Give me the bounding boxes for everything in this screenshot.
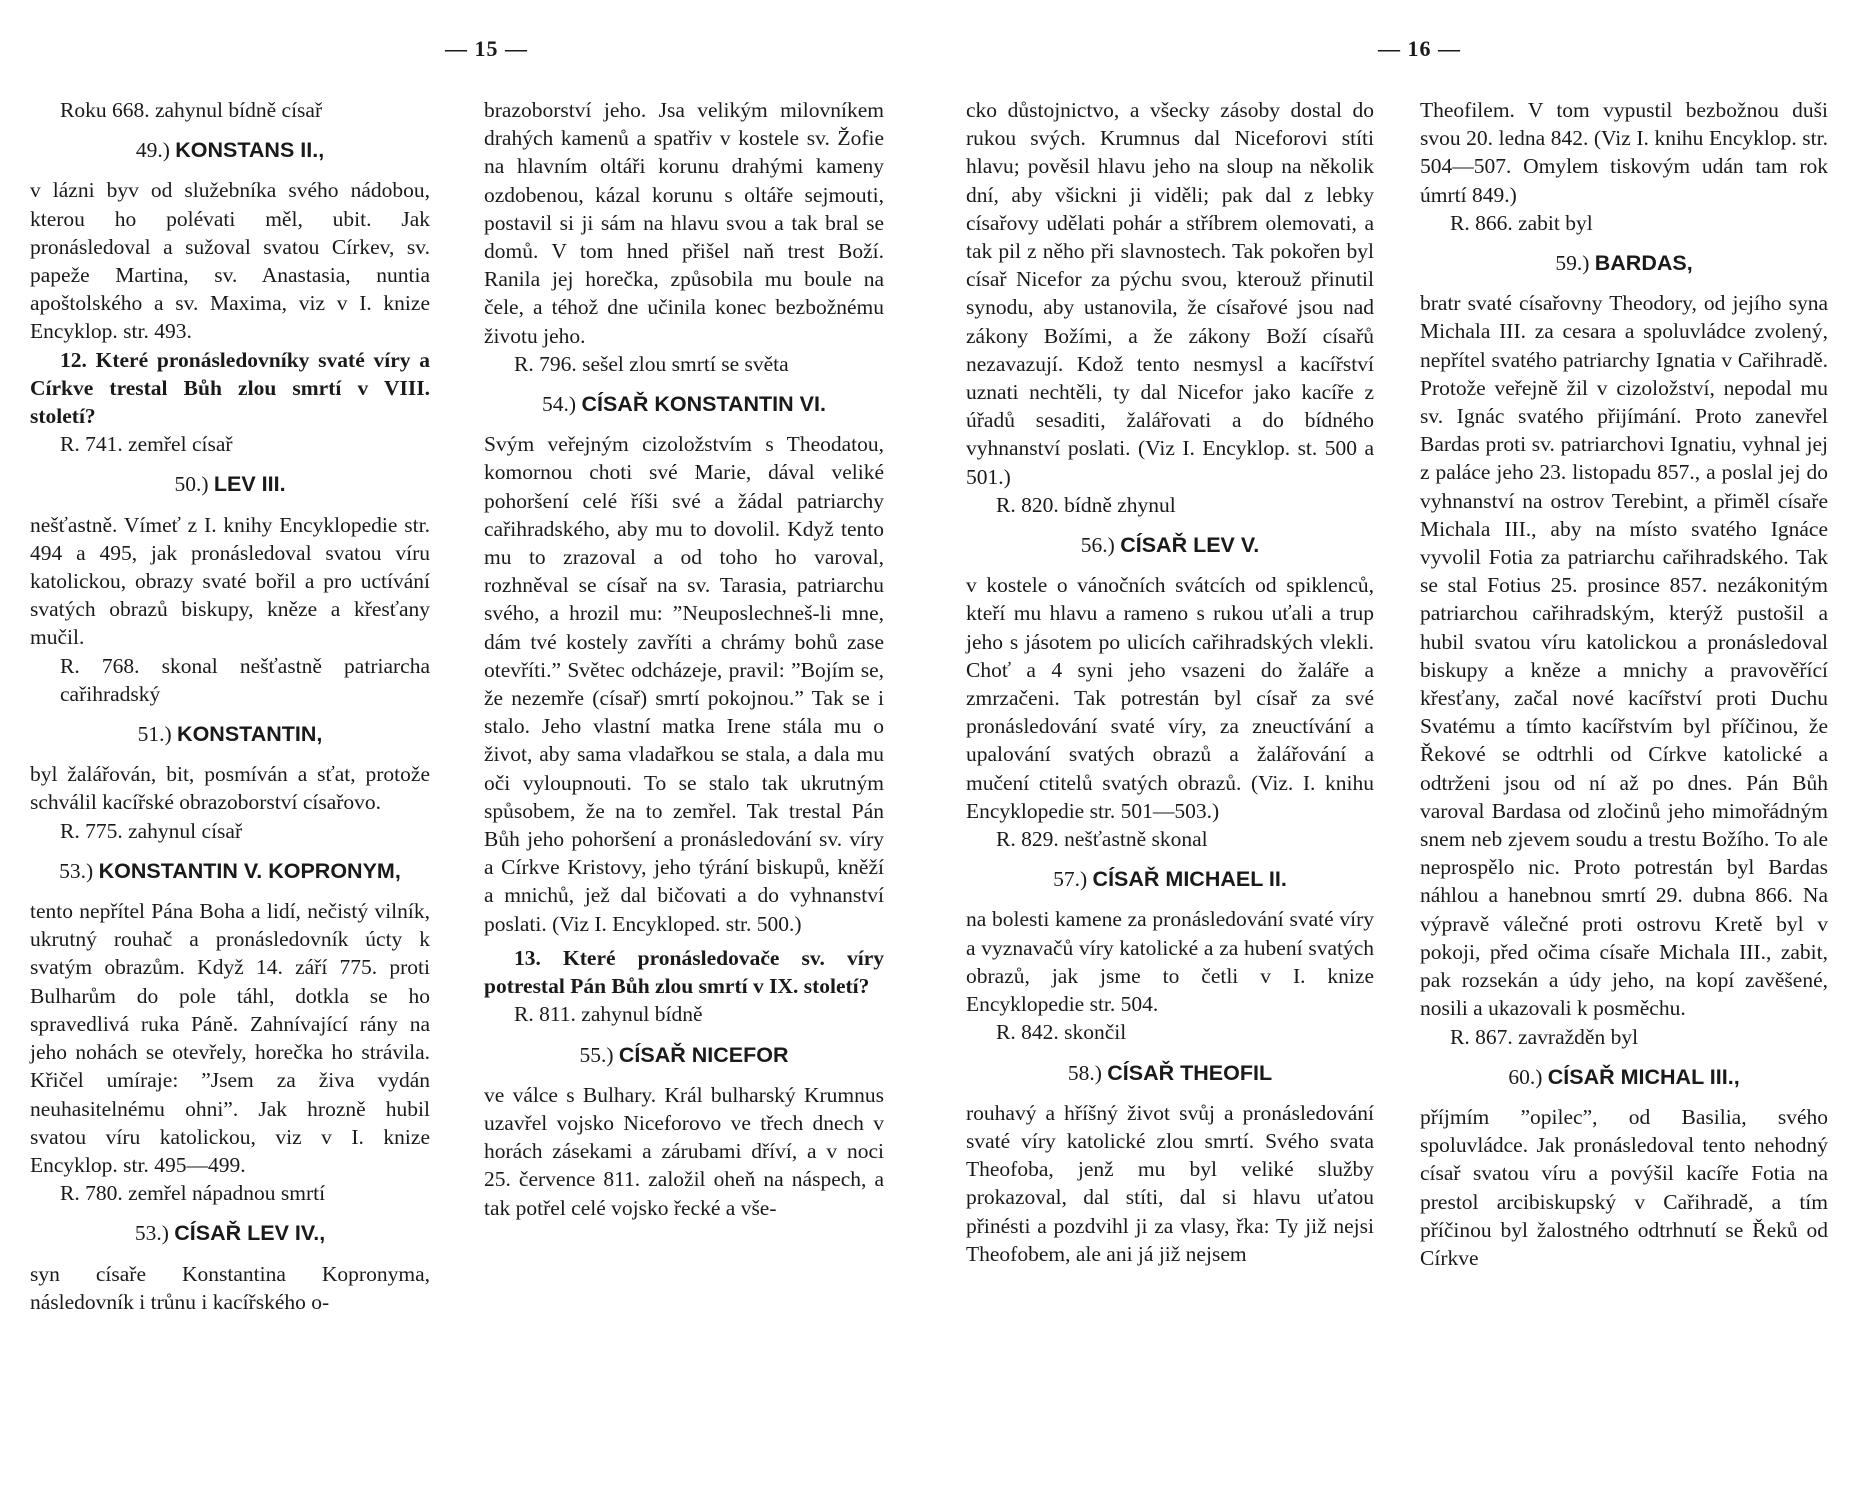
paragraph: nešťastně. Vímeť z I. knihy Encyklopedie str. 494 a 495, jak pronásledoval svatou víru katolickou, obrazy svaté bořil a pro uctívání svatých obrazů biskupy, kněze a křesťany mučil. xyxy=(30,512,430,650)
death-note: R. 842. skončil xyxy=(996,1020,1127,1045)
paragraph: v lázni byv od služebníka svého nádobou, kterou ho polévati měl, ubit. Jak pronásledoval a sužoval svatou Církev, sv. papeže Martina, sv. Anastasia, nuntia apoštolského a sv. Maxima, viz v I. knize Encyklop. str. 493. xyxy=(30,178,430,344)
paragraph: příjmím ”opilec”, od Basilia, svého spoluvládce. Jak pronásledoval tento nehodný císař svatou víru a povýšil kacíře Fotia na prestol arcibiskupský v Cařihradě, a tím příčinou byl žalostného odtrhnutí se Řeků od Církve xyxy=(1420,1104,1828,1270)
section-heading: 51.) KONSTANTIN, xyxy=(137,722,323,747)
column-1 xyxy=(30,96,430,1316)
paragraph: brazoborství jeho. Jsa velikým milovníkem drahých kamenů a spatřiv v kostele sv. Žofie na hlavním oltáři korunu drahými kameny ozdobenou, kázal korunu s oltáře sejmouti, postavil si ji sám na hlavu svou a tak bral se domů. V tom hned přišel naň trest Boží. Ranila jej horečka, způsobila mu boule na čele, a téhož dne učinila konec bezbožnému životu jeho. xyxy=(484,98,884,348)
section-heading: 55.) CÍSAŘ NICEFOR xyxy=(579,1042,789,1067)
section-heading: 57.) CÍSAŘ MICHAEL II. xyxy=(1053,867,1287,892)
death-note: R. 866. zabit byl xyxy=(1450,210,1593,235)
column-2 xyxy=(484,96,884,1222)
section-heading: 53.) CÍSAŘ LEV IV., xyxy=(134,1221,326,1246)
column-4 xyxy=(1420,96,1828,1272)
section-heading: 50.) LEV III. xyxy=(174,472,286,497)
death-note: R. 820. bídně zhynul xyxy=(996,492,1176,517)
paragraph: bratr svaté císařovny Theodory, od jejího syna Michala III. za cesara a spoluvládce zvolený, nepřítel svatého patriarchy Ignatia v Cařihradě. Protože veřejně žil v cizoložství, nepodal mu sv. Ignác svatého přijímání. Proto zanevřel Bardas proti sv. patriarchovi Ignatiu, vyhnal jej z paláce jeho 23. listopadu 857., a poslal jej do vyhnanství na ostrov Terebint, a přiměl císaře Michala III., aby na místo svatého Ignáce vyvolil Fotia za patriarchu cařihradského. Tak se stal Fotius 25. prosince 857. nezákonitým patriarchou cařihradským, kterýž pustošil a hubil svatou víru katolickou a pronásledoval biskupy a kněze a mnichy a pravověřící křesťany, začal nové kacířství proti Duchu Svatému a tímto kacířstvím byl příčinou, že Řekové se odtrhli od Církve katolické a odtrženi jsou od ní až po dnes. Pán Bůh varoval Bardasa od zločinů jeho mimořádným snem neb zjevem soudu a trestu Božího. To ale neprospělo nic. Proto potrestán byl Bardas náhlou a hanebnou smrtí 29. dubna 866. Na výpravě válečné proti ostrovu Kretě byl v pokoji, před očima císaře Michala III., zabit, pak rozsekán a údy jeho, na kopí zavěšené, nosili a ukazovali k posměchu. xyxy=(1420,291,1828,1021)
page-number-right: — 16 — xyxy=(1378,36,1461,61)
page-number-left: — 15 — xyxy=(445,36,528,61)
section-heading: 53.) KONSTANTIN V. KOPRONYM, xyxy=(59,858,401,883)
paragraph: Theofilem. V tom vypustil bezbožnou duši svou 20. ledna 842. (Viz I. knihu Encyklop. str. 504—507. Omylem tiskovým udán tam rok úmrtí 849.) xyxy=(1420,98,1828,207)
section-heading: 60.) CÍSAŘ MICHAL III., xyxy=(1508,1064,1740,1089)
section-heading: 49.) KONSTANS II., xyxy=(135,138,325,163)
question-heading: 12. Které pronásledovníky svaté víry a Církve trestal Bůh zlou smrtí v VIII. století? xyxy=(30,347,430,429)
death-note: R. 780. zemřel nápadnou smrtí xyxy=(60,1181,326,1206)
death-note: R. 867. zavražděn byl xyxy=(1450,1024,1639,1049)
death-note: R. 796. sešel zlou smrtí se světa xyxy=(514,351,789,376)
paragraph: syn císaře Konstantina Kopronyma, následovník i trůnu i kacířského o- xyxy=(30,1261,430,1314)
question-heading: 13. Které pronásledovače sv. víry potrestal Pán Bůh zlou smrtí v IX. století? xyxy=(484,945,884,999)
column-3 xyxy=(966,96,1374,1268)
paragraph: rouhavý a hříšný život svůj a pronásledování svaté víry katolické zlou smrtí. Svého svata Theofoba, jenž mu byl veliké služby prokazoval, dal stíti, dal si hlavu uťatou přinésti a pozdvihl ji za vlasy, řka: Ty již nejsi Theofobem, ale ani já již nejsem xyxy=(966,1100,1374,1266)
death-note: R. 811. zahynul bídně xyxy=(514,1002,703,1027)
paragraph: Svým veřejným cizoložstvím s Theodatou, komornou choti své Marie, dával veliké pohoršení celé říši své a žádal patriarchy cařihradského, aby mu to dovolil. Když tento mu to zrazoval a od toho ho varoval, rozhněval se císař na sv. Tarasia, patriarchu svého, a hrozil mu: ”Neuposlechneš-li mne, dám tvé kostely zavříti a chrámy bohů zase otevříti.” Světec odcházeje, pravil: ”Bojím se, že nezemře (císař) smrtí pokojnou.” Tak se i stalo. Jeho vlastní matka Irene stála mu o život, aby sama vladařkou se stala, a dala mu oči vyloupnouti. To se stalo tak ukrutným spůsobem, že na to zemřel. Tak trestal Pán Bůh jeho pohoršení a pronásledování sv. víry a Církve Kristovy, jeho týrání biskupů, kněží a mnichů, jež dal bičovati a do vyhnanství poslati. (Viz I. Encykloped. str. 500.) xyxy=(484,432,884,936)
paragraph: Roku 668. zahynul bídně císař xyxy=(60,98,323,122)
section-heading: 59.) BARDAS, xyxy=(1555,251,1693,276)
paragraph: na bolesti kamene za pronásledování svaté víry a vyznavačů víry katolické a za hubení svatých obrazů, jak jsme to četli v I. knize Encyklopedie str. 504. xyxy=(966,907,1374,1017)
death-note: R. 775. zahynul císař xyxy=(60,818,243,843)
death-note: R. 768. skonal nešťastně patriarcha cařihradský xyxy=(60,653,430,706)
section-heading: 54.) CÍSAŘ KONSTANTIN VI. xyxy=(542,392,826,417)
section-heading: 58.) CÍSAŘ THEOFIL xyxy=(1067,1060,1273,1085)
paragraph: v kostele o vánočních svátcích od spiklenců, kteří mu hlavu a rameno s rukou uťali a trup jeho s jásotem po ulicích cařihradských vlekli. Choť a 4 syni jeho vsazeni do žaláře a zmrzačeni. Tak potrestán byl císař za své pronásledování svaté víry, za zneuctívání a upalování svatých obrazů a žalářování a mučení ctitelů svatých obrazů. (Viz. I. knihu Encyklopedie str. 501—503.) xyxy=(966,573,1374,823)
death-note: R. 741. zemřel císař xyxy=(60,432,233,457)
paragraph: tento nepřítel Pána Boha a lidí, nečistý vilník, ukrutný rouhač a pronásledovník úcty k svatým obrazům. Když 14. září 775. proti Bulharům do pole táhl, dotkla se ho spravedlivá ruka Páně. Zahnívající rány na jeho nohách se otevřely, horečka ho strávila. Křičel umíraje: ”Jsem za živa vydán neuhasitelnému ohni”. Jak hrozně hubil svatou víru katolickou, viz v I. knize Encyklop. str. 495—499. xyxy=(30,899,430,1177)
death-note: R. 829. nešťastně skonal xyxy=(996,827,1208,852)
paragraph: byl žalářován, bit, posmíván a sťat, protože schválil kacířské obrazoborství císařovo. xyxy=(30,762,430,815)
paragraph: cko důstojnictvo, a všecky zásoby dostal do rukou svých. Krumnus dal Niceforovi stíti hlavu; pověsil hlavu jeho na sloup na několik dní, aby všickni ji viděli; pak dal z lebky císařovy udělati pohár a stříbrem olemovati, a tak pil z něho při slavnostech. Tak pokořen byl císař Nicefor za pýchu svou, kterouž přinutil synodu, aby ustanovila, že císařové jsou nad zákony Božími, a že zákony Boží císařů nezavazují. Kdož tento nesmysl a kacířství uznati nechtěli, ty dal Nicefor jako kacíře z úřadů sesaditi, žalářovati a do bídného vyhnanství poslati. (Viz I. Encyklop. st. 500 a 501.) xyxy=(966,98,1374,489)
paragraph: ve válce s Bulhary. Král bulharský Krumnus uzavřel vojsko Niceforovo ve třech dnech v horách zásekami a zárubami dříví, a v noci 25. července 811. založil oheň na náspech, a tak potřel celé vojsko řecké a vše- xyxy=(484,1082,884,1220)
section-heading: 56.) CÍSAŘ LEV V. xyxy=(1080,533,1260,558)
